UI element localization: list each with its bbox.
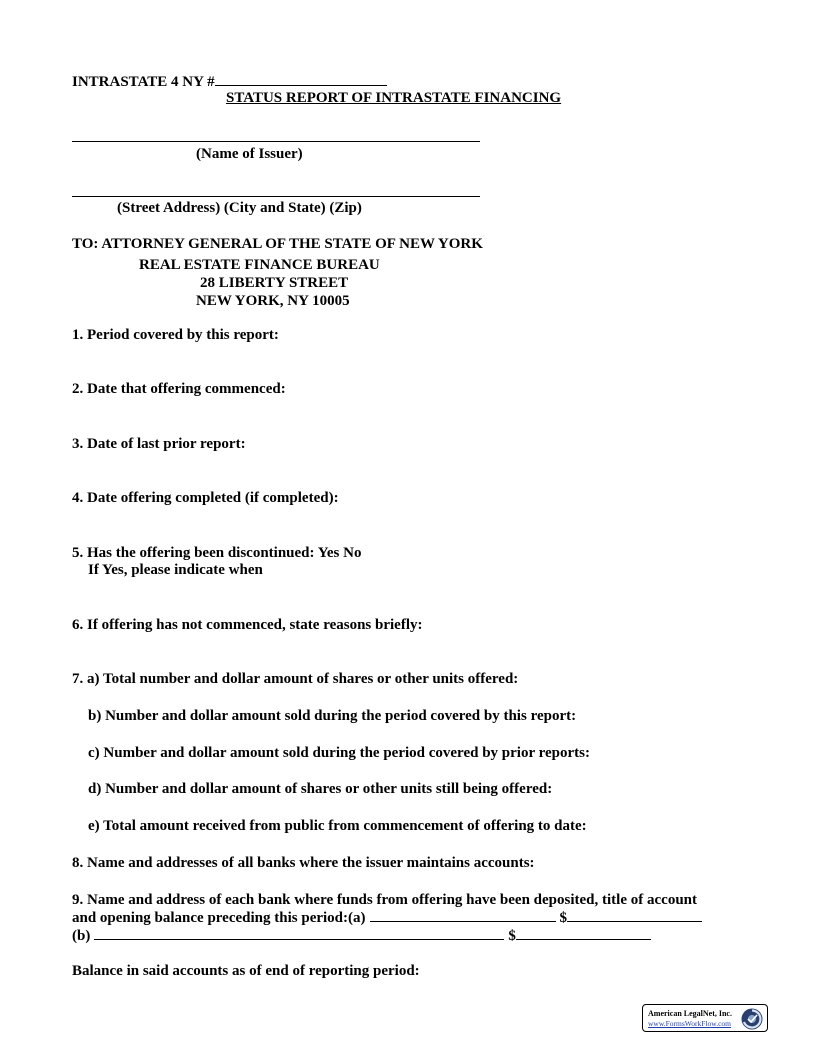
issuer-address-field[interactable] bbox=[72, 196, 480, 197]
question-6: 6. If offering has not commenced, state reasons briefly: bbox=[72, 617, 423, 633]
bank-b-name-field[interactable] bbox=[94, 926, 504, 940]
form-number-label: INTRASTATE 4 NY # bbox=[72, 74, 215, 90]
question-7b: b) Number and dollar amount sold during the period covered by this report: bbox=[88, 708, 577, 724]
recipient-city: NEW YORK, NY 10005 bbox=[196, 293, 350, 309]
bank-a-amount-field[interactable] bbox=[567, 908, 702, 922]
question-4: 4. Date offering completed (if completed): bbox=[72, 490, 339, 506]
question-9-line1: 9. Name and address of each bank where funds from offering have been deposited, title of account bbox=[72, 892, 697, 908]
question-9-a-label: and opening balance preceding this period:(a) bbox=[72, 910, 366, 926]
recipient-to-line: TO: ATTORNEY GENERAL OF THE STATE OF NEW YORK bbox=[72, 236, 483, 252]
issuer-name-label: (Name of Issuer) bbox=[196, 146, 303, 162]
question-3: 3. Date of last prior report: bbox=[72, 436, 246, 452]
recipient-street: 28 LIBERTY STREET bbox=[200, 275, 349, 291]
bank-a-name-field[interactable] bbox=[370, 908, 556, 922]
question-5-sub: If Yes, please indicate when bbox=[88, 562, 263, 578]
publisher-url[interactable]: www.FormsWorkFlow.com bbox=[648, 1019, 732, 1028]
form-number-field[interactable] bbox=[215, 72, 387, 86]
question-7e: e) Total amount received from public from commencement of offering to date: bbox=[88, 818, 587, 834]
question-9-b-row bbox=[72, 926, 651, 945]
publisher-name: American LegalNet, Inc. bbox=[648, 1009, 732, 1018]
globe-icon bbox=[740, 1007, 764, 1031]
balance-line: Balance in said accounts as of end of reporting period: bbox=[72, 963, 420, 979]
question-5: 5. Has the offering been discontinued: Yes No bbox=[72, 545, 362, 561]
page-title: STATUS REPORT OF INTRASTATE FINANCING bbox=[226, 90, 562, 106]
bank-b-dollar-sign: $ bbox=[508, 928, 516, 944]
question-7d: d) Number and dollar amount of shares or other units still being offered: bbox=[88, 781, 553, 797]
question-7c: c) Number and dollar amount sold during the period covered by prior reports: bbox=[88, 745, 590, 761]
issuer-address-label: (Street Address) (City and State) (Zip) bbox=[117, 200, 362, 216]
bank-a-dollar-sign: $ bbox=[559, 910, 568, 926]
question-2: 2. Date that offering commenced: bbox=[72, 381, 286, 397]
bank-b-amount-field[interactable] bbox=[516, 926, 651, 940]
question-9-line2 bbox=[72, 908, 702, 927]
question-1: 1. Period covered by this report: bbox=[72, 327, 279, 343]
question-8: 8. Name and addresses of all banks where the issuer maintains accounts: bbox=[72, 855, 535, 871]
question-9-b-label: (b) bbox=[72, 928, 91, 944]
recipient-bureau: REAL ESTATE FINANCE BUREAU bbox=[139, 257, 380, 273]
publisher-logo bbox=[642, 1004, 768, 1032]
issuer-name-field[interactable] bbox=[72, 141, 480, 142]
question-7a: 7. a) Total number and dollar amount of shares or other units offered: bbox=[72, 671, 519, 687]
